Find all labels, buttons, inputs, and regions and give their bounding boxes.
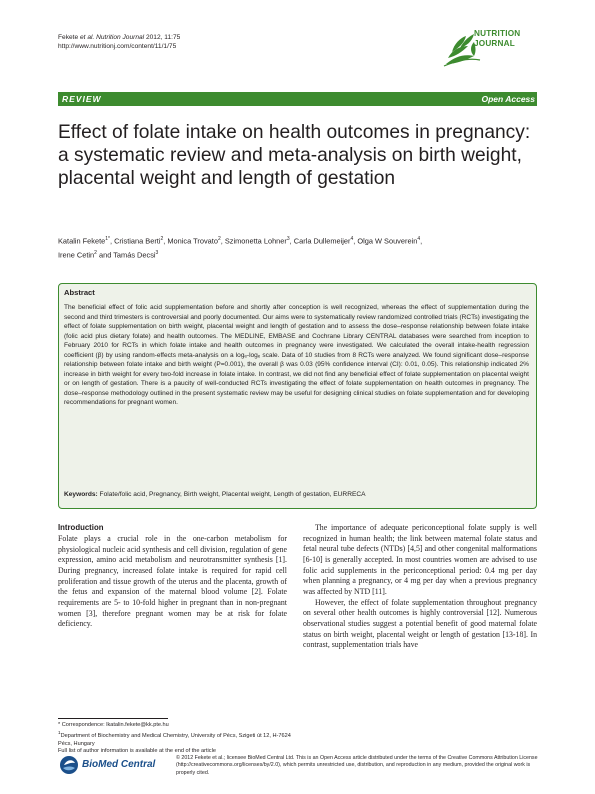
section-heading-introduction: Introduction [58, 523, 104, 532]
footnote-divider [58, 718, 168, 719]
author-list [58, 233, 538, 262]
author-affiliation: 3 [155, 250, 159, 257]
author-name[interactable]: and Tamás Decsi [96, 250, 156, 260]
affiliation-number: 1 [58, 730, 61, 736]
footnotes [58, 722, 293, 755]
author-name[interactable]: Katalin Fekete [58, 236, 106, 246]
citation-etal: et al. [80, 34, 95, 41]
author-info-note: Full list of author information is available at the end of the article [58, 748, 216, 755]
author-name[interactable]: , Carla Dullemeijer [289, 236, 351, 246]
open-access-label: Open Access [481, 94, 535, 104]
affiliation-note [58, 729, 293, 748]
journal-name-line1: NUTRITION [474, 29, 521, 38]
correspondence-note[interactable]: * Correspondence: lkatalin.fekete@kk.pte.hu [58, 722, 169, 728]
abstract-text: The beneficial effect of folic acid supplementation before and shortly after conception is well recognized, whereas the effect of supplementation during the second and third trimesters is controversial and poorly documented. Our aims were to systematically review randomized controlled trials (RCTs) investigating the effect of folate supplementation on birth weight, placental weight and length of gestation and to assess the dose–response relationship between folate intake (folic acid plus dietary folate) and health outcomes. The MEDLINE, EMBASE and Cochrane Library CENTRAL databases were searched from inception to February 2010 for RCTs in which folate intake and health outcomes in pregnancy were investigated. We calculated the overall intake-health regression coefficient (β) by using random-effects meta-analysis on a logₑ-logₑ scale. Data of 10 studies from 8 RCTs were analyzed. We found significant dose–response relationship between folate intake and birth weight (P=0.001), the overall β was 0.03 (95% confidence interval (CI): 0.01, 0.05). This relationship indicated 2% increase in birth weight for every two-fold increase in folate intake. In contrast, we did not find any beneficial effect of folate supplementation on placental weight or on length of gestation. There is a paucity of well-conducted RCTs investigating the effect of folate supplementation on health outcomes in pregnancy. The dose–response methodology outlined in the present systematic review may be useful for designing clinical studies on folate supplementation and for developing recommendations for pregnant women. [64, 304, 529, 407]
author-name[interactable]: , Olga W Souverein [353, 236, 418, 246]
article-citation [58, 33, 180, 51]
keywords-label: Keywords: [64, 491, 98, 498]
body-column-right [303, 523, 537, 651]
author-affiliation: 2 [217, 236, 221, 242]
author-affiliation: 2 [160, 236, 164, 242]
author-name[interactable]: , Cristiana Berti [109, 236, 161, 246]
citation-year-volume: 2012, 11:75 [144, 34, 181, 41]
author-separator: , [420, 236, 423, 246]
citation-journal: Nutrition Journal [94, 34, 145, 41]
paragraph: However, the effect of folate supplementation throughout pregnancy on several other health outcomes is highly controversial [12]. Numerous observational studies suggest a potential benefit of good maternal folate status on birth weight, placental weight or length of gestation [13-18]. In contrast, supplementation trials have [303, 597, 537, 650]
author-name[interactable]: Irene Cetin [58, 250, 95, 260]
journal-name-line2: JOURNAL [474, 38, 515, 48]
affiliation-text: Department of Biochemistry and Medical Chemistry, University of Pécs, Szigeti út 12, H-7624 Pécs, Hungary [58, 733, 291, 747]
article-type-label: REVIEW [62, 94, 102, 104]
body-column-left [58, 534, 287, 630]
author-affiliation: 2 [94, 250, 97, 257]
author-affiliation: 4 [350, 236, 354, 242]
citation-url[interactable]: http://www.nutritionj.com/content/11/1/75 [58, 43, 177, 50]
author-affiliation: 4 [417, 236, 421, 242]
keywords-list: Folate/folic acid, Pregnancy, Birth weight, Placental weight, Length of gestation, EURRECA [97, 491, 366, 498]
citation-authors: Fekete [58, 34, 80, 41]
article-type-bar [58, 92, 537, 106]
paragraph: The importance of adequate periconceptional folate supply is well recognized in human health; the link between maternal folate status and fetal neural tube defects (NTDs) [4,5] and other congenital malformations [6-10] is generally accepted. In most countries women are advised to use folic acid supplements in the periconceptional period: 0.4 mg per day when planning a pregnancy, or 4 mg per day when a previous pregnancy was affected by NTD [11]. [303, 523, 537, 596]
publisher-name: BioMed Central [82, 759, 156, 770]
author-affiliation: 3 [286, 236, 290, 242]
author-affiliation: 1* [105, 236, 110, 242]
keywords [64, 490, 529, 499]
author-name[interactable]: , Monica Trovato [163, 236, 218, 246]
abstract-heading: Abstract [64, 288, 95, 297]
paragraph: Folate plays a crucial role in the one-carbon metabolism for physiological nucleic acid synthesis and cell division, regulation of gene expression, amino acid metabolism and neurotransmitter synthesis [1]. During pregnancy, increased folate intake is required for rapid cell proliferation and tissue growth of the uterus and the placenta, growth of the fetus and expansion of the maternal blood volume [2]. Folate requirements are 5- to 10-fold higher in pregnant than in non-pregnant women [3], therefore pregnant women may be at risk for folate deficiency. [58, 534, 287, 629]
author-name[interactable]: , Szimonetta Lohner [220, 236, 287, 246]
license-text: © 2012 Fekete et al.; licensee BioMed Central Ltd. This is an Open Access article distributed under the terms of the Creative Commons Attribution License (http://creativecommons.org/licenses/by/2.0), which permits unrestricted use, distribution, and reproduction in any medium, provided the original work is properly cited. [176, 755, 538, 776]
article-title: Effect of folate intake on health outcomes in pregnancy: a systematic review and meta-analysis on birth weight, placental weight and length of gestation [58, 122, 531, 189]
journal-name [474, 29, 520, 48]
